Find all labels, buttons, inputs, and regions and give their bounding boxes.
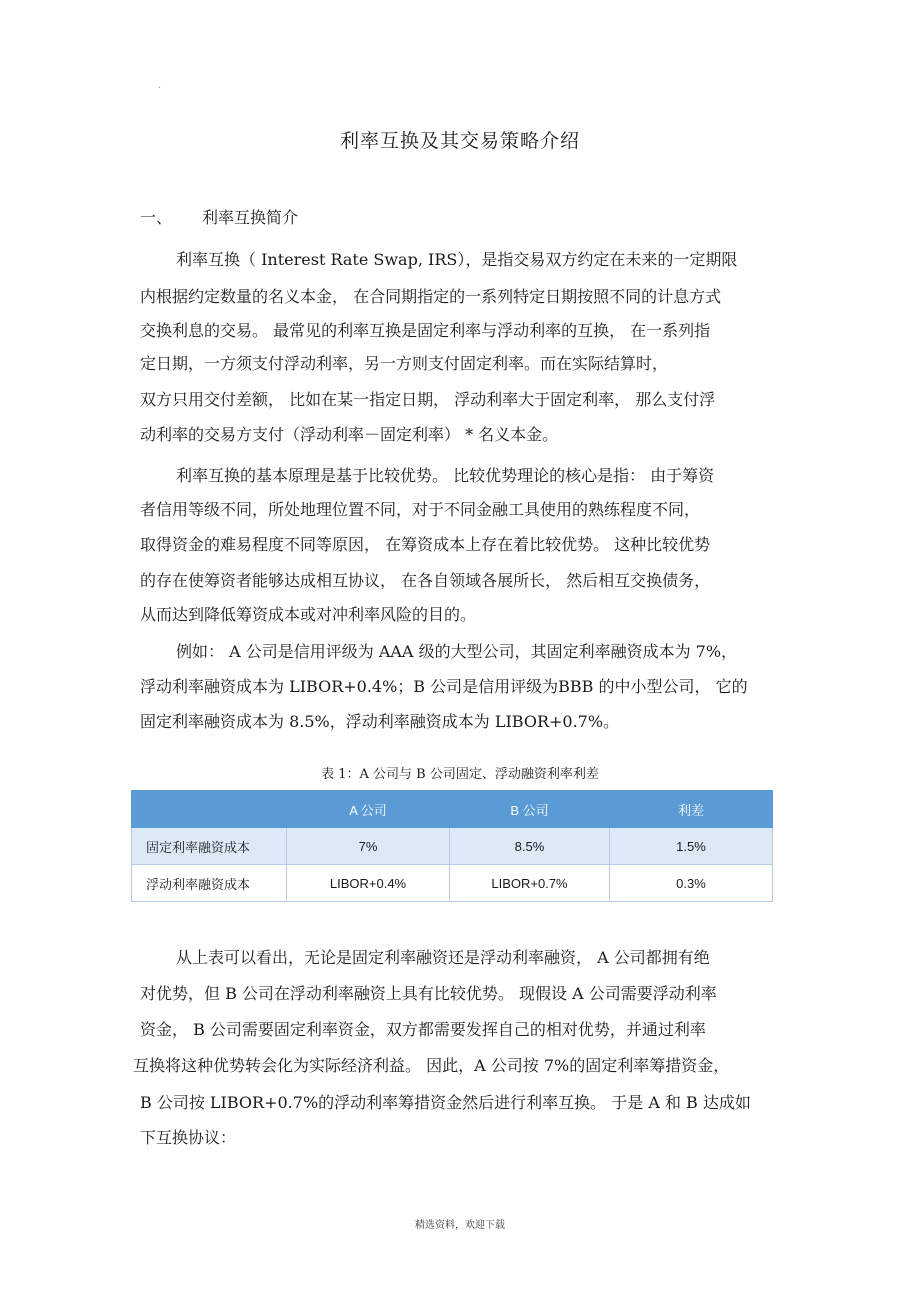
paragraph-line: 从而达到降低筹资成本或对冲利率风险的目的。 (140, 605, 477, 624)
table-cell: 1.5% (610, 828, 773, 865)
paragraph-line: 互换将这种优势转会化为实际经济利益。 因此，A 公司按 7%的固定利率筹措资金， (133, 1056, 730, 1075)
page-footer: 精选资料，欢迎下载 (415, 1220, 505, 1231)
table-header-cell: A 公司 (287, 791, 450, 828)
paragraph-line: 浮动利率融资成本为 LIBOR+0.4%；B 公司是信用评级为BBB 的中小型公司， 它的 (140, 677, 748, 696)
paragraph-line: 双方只用交付差额， 比如在某一指定日期， 浮动利率大于固定利率， 那么支付浮 (140, 390, 716, 409)
table-header-cell: 利差 (610, 791, 773, 828)
paragraph-line: 取得资金的难易程度不同等原因， 在筹资成本上存在着比较优势。 这种比较优势 (140, 535, 711, 554)
table-cell: 0.3% (610, 865, 773, 902)
paragraph-line: 的存在使筹资者能够达成相互协议， 在各自领域各展所长， 然后相互交换债务， (140, 571, 711, 590)
table-cell: 浮动利率融资成本 (132, 865, 287, 902)
table-row (132, 865, 773, 902)
table-header-cell (132, 791, 287, 828)
table-header-row (132, 791, 773, 828)
paragraph-line: 资金， B 公司需要固定利率资金，双方都需要发挥自己的相对优势，并通过利率 (140, 1020, 706, 1039)
paragraph-line: B 公司按 LIBOR+0.7%的浮动利率筹措资金然后进行利率互换。 于是 A 和 B 达成如 (140, 1093, 751, 1112)
paragraph-line: 交换利息的交易。 最常见的利率互换是固定利率与浮动利率的互换， 在一系列指 (140, 321, 711, 340)
table-cell: LIBOR+0.7% (450, 865, 610, 902)
table-header-cell: B 公司 (450, 791, 610, 828)
paragraph-line: 动利率的交易方支付（浮动利率－固定利率） * 名义本金。 (140, 425, 559, 444)
paragraph-line: 从上表可以看出，无论是固定利率融资还是浮动利率融资， A 公司都拥有绝 (176, 948, 710, 967)
paragraph-line: 定日期，一方须支付浮动利率，另一方则支付固定利率。而在实际结算时， (140, 354, 669, 373)
document-title: 利率互换及其交易策略介绍 (339, 130, 580, 152)
table-row (132, 828, 773, 865)
paragraph-line: 例如： A 公司是信用评级为 AAA 级的大型公司，其固定利率融资成本为 7%， (176, 642, 738, 661)
paragraph-line: 对优势，但 B 公司在浮动利率融资上具有比较优势。 现假设 A 公司需要浮动利率 (140, 984, 717, 1003)
table-cell: LIBOR+0.4% (287, 865, 450, 902)
section-title: 利率互换简介 (202, 208, 299, 227)
rate-comparison-table (131, 790, 773, 902)
section-heading (140, 205, 298, 228)
paragraph-line: 下互换协议： (140, 1128, 237, 1147)
paragraph-line: 者信用等级不同，所处地理位置不同，对于不同金融工具使用的熟练程度不同， (140, 500, 701, 519)
paragraph-line: 利率互换的基本原理是基于比较优势。 比较优势理论的核心是指： 由于筹资 (176, 466, 715, 485)
paragraph-line: 内根据约定数量的名义本金， 在合同期指定的一系列特定日期按照不同的计息方式 (140, 287, 722, 306)
paragraph-line: 固定利率融资成本为 8.5%，浮动利率融资成本为 LIBOR+0.7%。 (140, 712, 620, 731)
table-cell: 7% (287, 828, 450, 865)
section-number: 一、 (140, 208, 173, 227)
table-caption: 表 1：A 公司与 B 公司固定、浮动融资利率利差 (321, 767, 599, 782)
paragraph-line: 利率互换（ Interest Rate Swap, IRS），是指交易双方约定在未来的一定期限 (176, 250, 738, 269)
table-cell: 8.5% (450, 828, 610, 865)
header-mark: . (158, 80, 162, 91)
table-cell: 固定利率融资成本 (132, 828, 287, 865)
